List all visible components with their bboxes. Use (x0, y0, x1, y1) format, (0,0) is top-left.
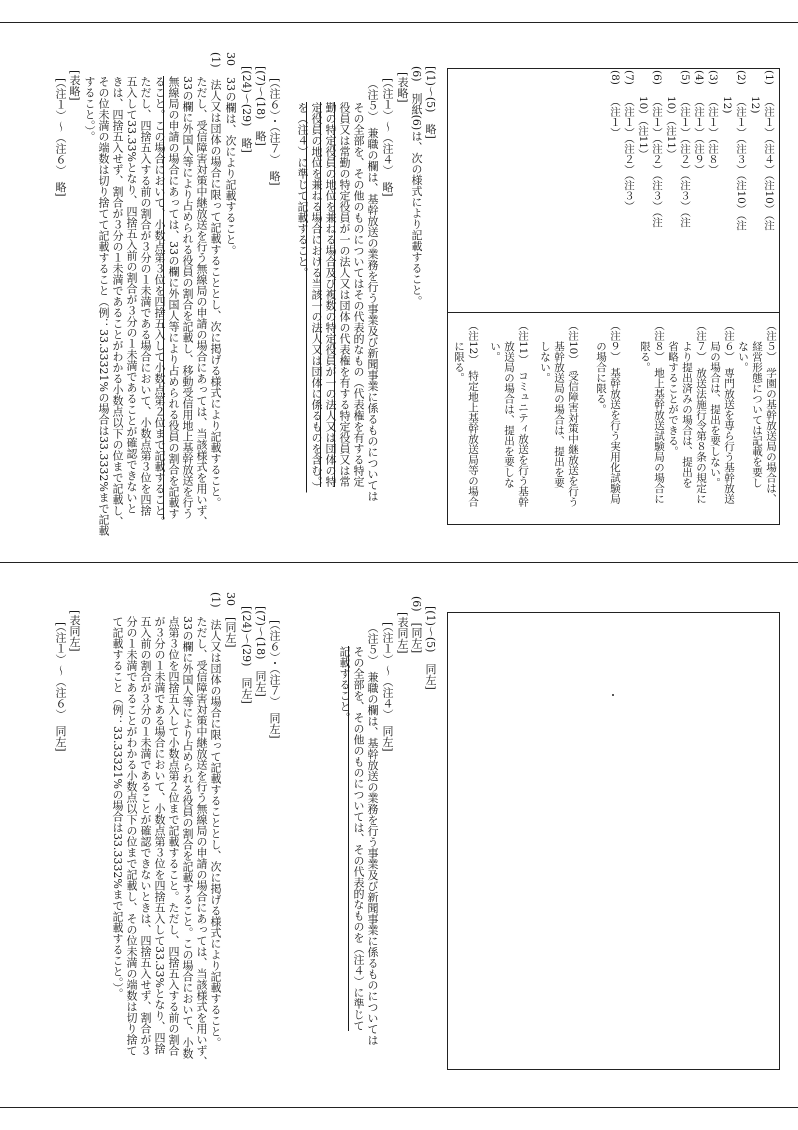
table-note-line-5: 局の場合は、提出を要しない。 (709, 320, 721, 488)
upper-note-5-line-5: 定役員の地位を兼ねる場合における当該一の法人又は団体に係るものを含む。） (310, 102, 323, 493)
lower-item-30-1-line-4: 点第３位を四捨五入して小数点第２位まで記載すること。ただし、四捨五入する前の割合 (167, 616, 180, 1056)
lower-note-5-line-3: 記載すること。 (338, 646, 351, 723)
table-note-line-18: い。 (489, 320, 501, 362)
lower-item-30-1-line-2: ただし、受信障害対策中継放送を行う無線局の申請の場合にあっては、当該様式を用いず、 (195, 616, 208, 1067)
upper-item-30-1-line-3: 33の欄に外国人等により占められる役員の割合を記載し、移動受信用地上基幹放送を行う (181, 76, 194, 519)
table-note-line-20: に限る。 (453, 320, 465, 383)
table-row-1-text: （注１）（注４）（注10）（注 (763, 96, 775, 231)
table-note-line-2: 経営形態については記載を要し (751, 320, 763, 488)
upper-item-30-1-line-6: ただし、四捨五入する前の割合が３分の１未満である場合において、小数点第３位を四捨 (139, 76, 152, 516)
table-note-line-13: （注10） 受信障害対策中継放送を行う (567, 320, 579, 507)
lower-note-1-6: [（注１）〜（注６） 同左] (54, 622, 67, 752)
upper-item-30-1-line-8: きは、四捨五入せず、割合が３分の１未満であることがわかる小数点以下の位まで記載し、 (111, 76, 124, 527)
table-note-line-10: 限る。 (639, 320, 651, 373)
table-note-line-17: 放送局の場合は、提出を要しな (503, 320, 515, 488)
upper-note-1-6: [（注１）〜（注６） 略] (54, 78, 67, 197)
table-row-5-text: （注１）（注２）（注３）（注 (679, 96, 691, 228)
upper-item-30-1-line-2: ただし、受信障害対策中継放送を行う無線局の申請の場合にあっては、当該様式を用いず、 (195, 76, 208, 527)
lower-note-5-line-2: その全部を、その他のものについては、その代表的なものを（注４）に準じて (352, 646, 365, 1031)
lower-table-mark (612, 694, 614, 696)
upper-item-24-29: [(24)〜(29) 略] (240, 66, 253, 153)
lower-table-box (447, 612, 780, 1070)
upper-table-omitted-2: [表略] (68, 70, 81, 101)
upper-item-30-1-line-9: その位未満の端数は切り捨てて記載すること（例：33.33321%の場合は33.3332%まで記載 (97, 76, 110, 536)
table-row-2-num: (2) (735, 70, 747, 85)
lower-item-30-1-line-1: (1) 法人又は団体の場合に限って記載することとし、次に掲げる様式により記載すること。 (209, 592, 222, 1048)
upper-note-5-line-3: 役員又は常勤の特定役員が一の法人又は団体の代表権を有する特定役員又は常 (338, 102, 351, 487)
table-note-line-1: （注５） 学園の基幹放送局の場合は、 (765, 320, 777, 504)
table-row-4-num: (4) (693, 70, 705, 85)
lower-note-6-7: [（注６）・（注７） 同左] (268, 620, 281, 739)
lower-table-same: [表同左] (396, 612, 409, 654)
lower-item-30-1-line-5: が３分の１未満である場合において、小数点第３位を四捨五入して33.33%となり、四捨 (153, 616, 166, 1054)
lower-item-7-18: [(7)〜(18) 同左] (254, 606, 267, 697)
table-row-8-num: (8) (609, 70, 621, 85)
lower-item-6: (6) [同左] (410, 596, 423, 654)
table-note-line-19: （注12） 特定地上基幹放送局等の場合 (467, 320, 479, 507)
upper-item-7-18: [(7)〜(18) 略] (254, 66, 267, 146)
lower-note-1-4: [（注１）〜（注４） 同左] (381, 622, 394, 752)
top-rule (0, 22, 798, 23)
upper-item-6: (6) 別紙(6)は、次の様式により記載すること。 (410, 66, 423, 307)
table-note-line-15: しない。 (539, 320, 551, 383)
lower-item-24-29: [(24)〜(29) 同左] (240, 606, 253, 704)
upper-note-5-line-6: を（注４）に準じて記載すること。 (296, 102, 309, 278)
table-row-1-wrap: 12) (749, 96, 761, 114)
lower-item-30-1-line-6: 五入前の割合が３分の１未満であることが確認できないときは、四捨五入せず、割合が３ (139, 616, 152, 1056)
table-row-4-text: （注１）（注９） (693, 96, 705, 175)
lower-item-30-1-line-8: て記載すること（例：33.33321%の場合は33.3332%まで記載すること。）。 (111, 616, 124, 999)
bottom-rule (0, 1107, 798, 1108)
upper-note-1-4: [（注１）〜（注４） 略] (381, 78, 394, 197)
middle-rule (0, 562, 798, 563)
upper-note-6-7: [（注６）・（注７） 略] (268, 78, 281, 186)
table-row-6-num: (6) (651, 70, 663, 85)
upper-item-1-5: [(1)〜(5) 略] (424, 66, 437, 139)
table-row-5-num: (5) (679, 70, 691, 85)
upper-item-30-1-line-1: (1) 法人又は団体の場合に限って記載することとし、次に掲げる様式により記載すること。 (209, 52, 222, 508)
table-row-2-wrap: 12) (721, 96, 733, 114)
table-row-7-num: (7) (623, 70, 635, 85)
table-note-line-12: の場合に限る。 (595, 320, 607, 415)
upper-item-30-1-line-4: 無線局の申請の場合にあっては、33の欄に外国人等により占められる役員の割合を記載す (167, 76, 180, 519)
upper-note-5-line-4: 勤の特定役員の地位を兼ねる場合及び複数の特定役員が一の法人又は団体の特 (324, 102, 337, 487)
lower-item-30-1-line-7: 分の１未満であることがわかる小数点以下の位まで記載し、その位未満の端数は切り捨て (125, 616, 138, 1056)
upper-note-5-line-2: その全部を、その他のものについてはその代表的なもの（代表権を有する特定 (352, 102, 365, 487)
lower-table-same-2: [表同左] (68, 610, 81, 652)
table-row-6-text: （注１）（注２）（注３）（注 (651, 96, 663, 228)
upper-item-30-1-line-10: すること。）。 (83, 76, 96, 142)
table-note-line-9: （注８） 地上基幹放送試験局の場合に (653, 320, 665, 504)
table-row-7-text: （注１）（注２）（注３） (623, 96, 635, 212)
upper-item-30-1-line-5: ること。この場合において、小数点第３位を四捨五入して小数点第２位まで記載すること。 (153, 76, 166, 527)
table-note-line-14: 基幹放送局の場合は、提出を要 (553, 320, 565, 488)
upper-item-30: 30 33の欄は、次により記載すること。 (224, 52, 237, 256)
table-note-line-6: （注７） 放送法施行令第８条の規定に (695, 320, 707, 504)
table-note-line-11: （注９） 基幹放送を行う実用化試験局 (609, 320, 621, 504)
upper-table-omitted: [表略] (396, 72, 409, 103)
table-row-5-wrap: 10）（注11） (665, 96, 677, 160)
table-row-6-wrap: 10）（注11） (637, 96, 649, 160)
table-row-2-text: （注１）（注３）（注10）（注 (735, 96, 747, 231)
upper-table-divider (447, 312, 780, 313)
table-row-1-num: (1) (763, 70, 775, 85)
table-note-line-3: ない。 (737, 320, 749, 373)
table-note-line-16: （注11） コミュニティ放送を行う基幹 (517, 320, 529, 507)
table-note-line-4: （注６） 専門放送を専ら行う基幹放送 (723, 320, 735, 504)
table-row-8-text: （注１） (609, 96, 621, 138)
table-row-3-text: （注１）（注８） (707, 96, 719, 175)
upper-note-5-line-1: （注５） 兼職の欄は、基幹放送の業務を行う事業及び新聞事業に係るものについては (366, 78, 379, 502)
lower-item-30-1-line-3: 33の欄に外国人等により占められる役員の割合を記載すること。この場合において、小数 (181, 616, 194, 1059)
table-row-3-num: (3) (707, 70, 719, 85)
table-note-line-7: より提出済みの場合は、提出を (681, 320, 693, 488)
table-note-line-8: 省略することができる。 (667, 320, 679, 457)
lower-note-5-line-1: （注５） 兼職の欄は、基幹放送の業務を行う事業及び新聞事業に係るものについては (366, 622, 379, 1046)
lower-item-1-5: [(1)〜(5) 同左] (424, 606, 437, 690)
lower-item-30: 30 [同左] (224, 592, 237, 648)
upper-item-30-1-line-7: 五入して33.33%となり、四捨五入前の割合が３分の１未満であることが確認できないと (125, 76, 138, 514)
